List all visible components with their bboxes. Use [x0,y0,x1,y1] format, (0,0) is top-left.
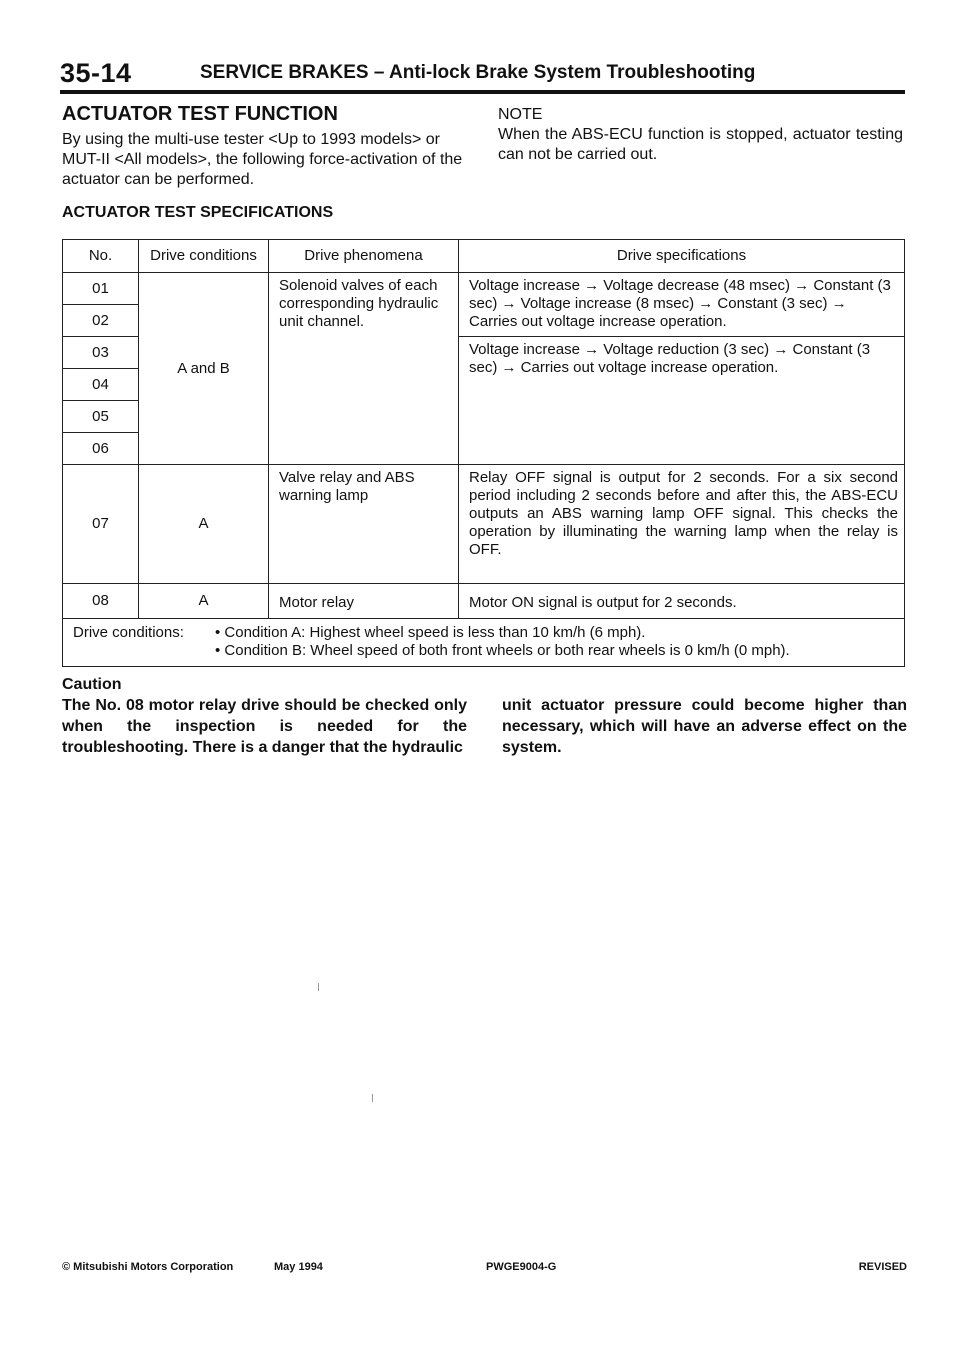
phenomena-cell: Motor relay [269,584,459,619]
header-drive-conditions: Drive conditions [139,240,269,273]
caution-text-left: The No. 08 motor relay drive should be checked only when the inspection is needed for the troubleshooting. There is a danger that the hydraulic [62,697,467,756]
spec-cell: Motor ON signal is output for 2 seconds. [459,584,905,619]
page-header [60,58,905,94]
row-number: 07 [63,465,139,584]
table-row [63,584,905,619]
table-row [63,273,905,305]
footer-copyright: © Mitsubishi Motors Corporation [62,1261,234,1273]
caution-title: Caution [62,676,122,693]
row-number: 05 [63,401,139,433]
condition-cell: A [139,584,269,619]
header-no: No. [63,240,139,273]
note-label: NOTE [498,106,543,123]
spec-table-title: ACTUATOR TEST SPECIFICATIONS [62,204,334,221]
spec-cell-empty [459,401,905,465]
page-number: 35-14 [60,58,132,88]
row-number: 06 [63,433,139,465]
spec-cell: Relay OFF signal is output for 2 seconds. For a six second period including 2 seconds before and after this, the ABS-ECU outputs an ABS warning lamp OFF signal. This checks the operation by illuminating the warning lamp when the relay is OFF. [459,465,905,584]
footnote-condition-b: • Condition B: Wheel speed of both front wheels or both rear wheels is 0 km/h (0 mph). [215,642,790,659]
scan-speck [318,983,319,991]
spec-cell: Voltage increase → Voltage reduction (3 sec) → Constant (3 sec) → Carries out voltage increase operation. [459,337,905,401]
header-drive-phenomena: Drive phenomena [269,240,459,273]
row-number: 03 [63,337,139,369]
table-footnote-row [63,619,905,667]
note-text: When the ABS-ECU function is stopped, actuator testing can not be carried out. [498,126,903,163]
footer-doc-code: PWGE9004-G [486,1261,557,1273]
footnote-label: Drive conditions: [73,624,184,641]
caution-text-right: unit actuator pressure could become higher than necessary, which will have an adverse effect on the system. [502,697,907,756]
drive-conditions-footnote [63,619,905,667]
header-drive-specifications: Drive specifications [459,240,905,273]
section-title: ACTUATOR TEST FUNCTION [62,103,338,125]
table-row [63,465,905,584]
spec-cell: Voltage increase → Voltage decrease (48 msec) → Constant (3 sec) → Voltage increase (8 msec) → Constant (3 sec) → Carries out voltage increase operation. [459,273,905,337]
condition-cell: A [139,465,269,584]
scan-speck [372,1094,373,1102]
row-number: 04 [63,369,139,401]
caution-block [62,674,907,758]
header-title: SERVICE BRAKES – Anti-lock Brake System Troubleshooting [200,62,756,83]
footer-date: May 1994 [274,1261,323,1273]
actuator-spec-table [62,239,905,667]
row-number: 01 [63,273,139,305]
table-header-row [63,240,905,273]
row-number: 08 [63,584,139,619]
footer-status: REVISED [858,1261,907,1273]
row-number: 02 [63,305,139,337]
phenomena-cell: Solenoid valves of each corresponding hydraulic unit channel. [269,273,459,465]
condition-cell: A and B [139,273,269,465]
intro-paragraph: By using the multi-use tester <Up to 1993 models> or MUT-II <All models>, the following force-activation of the actuator can be performed. [62,131,463,188]
note-block [498,105,903,165]
footnote-condition-a: • Condition A: Highest wheel speed is less than 10 km/h (6 mph). [215,624,646,641]
phenomena-cell: Valve relay and ABS warning lamp [269,465,459,584]
